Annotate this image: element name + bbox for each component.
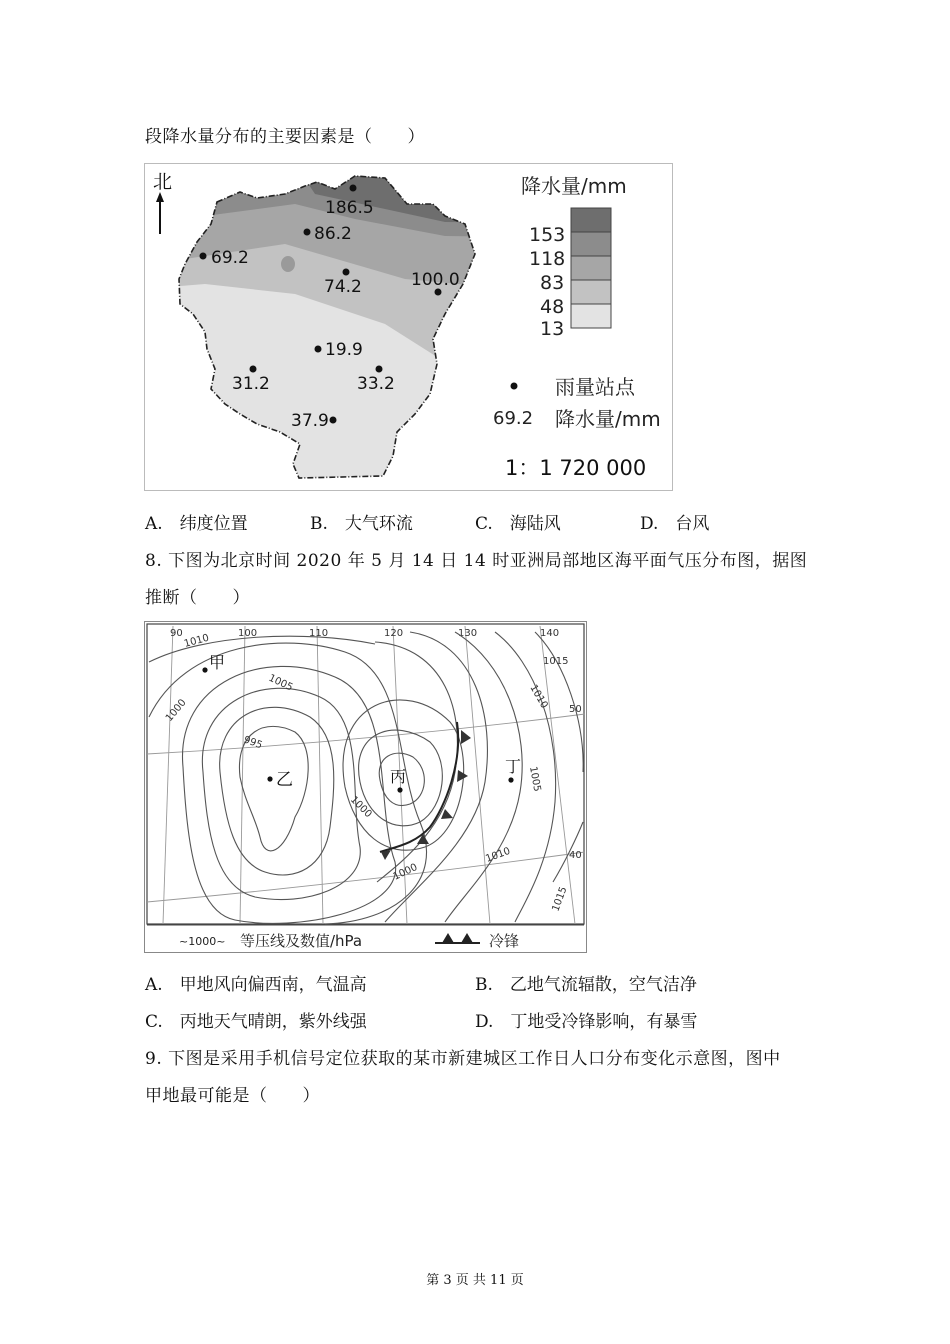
north-arrow-icon <box>156 192 164 234</box>
isobar-map <box>144 621 587 953</box>
longitude-label: 110 <box>309 628 329 639</box>
legend-level: 13 <box>540 318 565 340</box>
page-number: 第 3 页 共 11 页 <box>426 1273 524 1288</box>
latitude-label: 40 <box>569 850 582 861</box>
station-value: 186.5 <box>325 198 374 218</box>
isobar-label: 1010 <box>182 632 211 650</box>
isobar-label: 1000 <box>391 861 420 883</box>
legend-isobar-text: 等压线及数值/hPa <box>240 932 363 950</box>
legend-level: 48 <box>540 296 565 318</box>
north-label: 北 <box>153 171 173 193</box>
legend-level: 118 <box>529 248 566 270</box>
isobar-map-svg <box>145 622 586 952</box>
map-scale: 1：1 720 000 <box>505 456 647 480</box>
cold-front-symbol-icon <box>435 933 480 943</box>
question7-stem: 段降水量分布的主要因素是（ ） <box>145 127 425 147</box>
place-jia: 甲 <box>209 653 226 672</box>
longitude-label: 120 <box>384 628 404 639</box>
longitude-label: 140 <box>540 628 560 639</box>
legend-station-label: 雨量站点 <box>555 375 635 399</box>
station-value: 69.2 <box>211 248 249 268</box>
small-high-patch <box>281 256 295 272</box>
isobars <box>149 632 583 924</box>
longitude-label: 90 <box>170 628 183 639</box>
question8-stem-line1: 8. 下图为北京时间 2020 年 5 月 14 日 14 时亚洲局部地区海平面气压分布图，据图 <box>145 551 808 571</box>
q8-option-a[interactable]: A. 甲地风向偏西南，气温高 <box>145 975 367 995</box>
longitude-label: 130 <box>458 628 478 639</box>
legend-value-label: 降水量/mm <box>555 407 661 431</box>
legend-isobar-sample: ~1000~ <box>179 935 226 948</box>
legend-sample-value: 69.2 <box>493 408 534 429</box>
isobar-label: 1010 <box>484 845 512 865</box>
question8-stem-line2: 推断（ ） <box>145 588 250 608</box>
station-symbol-icon <box>511 383 518 390</box>
longitude-label: 100 <box>238 628 258 639</box>
precipitation-legend <box>493 174 661 480</box>
q7-option-d[interactable]: D. 台风 <box>640 514 710 534</box>
q8-option-c[interactable]: C. 丙地天气晴朗，紫外线强 <box>145 1012 367 1032</box>
legend-level: 83 <box>540 272 565 294</box>
cold-front <box>380 722 471 860</box>
isobar-label: 1015 <box>550 885 570 914</box>
isobar-label: 1015 <box>543 656 569 667</box>
station-value: 100.0 <box>411 270 460 290</box>
legend-title: 降水量/mm <box>521 174 627 198</box>
legend-front-text: 冷锋 <box>489 932 520 950</box>
legend-level: 153 <box>529 224 566 246</box>
isobar-label: 1010 <box>527 683 550 711</box>
precipitation-map <box>144 163 673 491</box>
isobar-label: 1005 <box>266 672 295 694</box>
place-bing: 丙 <box>390 767 407 786</box>
precipitation-map-svg <box>145 164 672 490</box>
station-value: 74.2 <box>324 277 362 297</box>
latitude-label: 50 <box>569 704 582 715</box>
q8-option-b[interactable]: B. 乙地气流辐散，空气洁净 <box>475 975 697 995</box>
isobar-label: 995 <box>241 734 264 752</box>
place-yi: 乙 <box>276 770 293 790</box>
station-value: 37.9 <box>291 411 329 431</box>
station-value: 86.2 <box>314 224 352 244</box>
isobar-label: 1000 <box>347 794 374 821</box>
isobar-label: 1005 <box>527 765 543 793</box>
q7-option-b[interactable]: B. 大气环流 <box>310 514 413 534</box>
place-ding: 丁 <box>505 757 522 776</box>
q7-option-a[interactable]: A. 纬度位置 <box>145 514 248 534</box>
question9-stem-line2: 甲地最可能是（ ） <box>145 1086 320 1106</box>
q7-option-c[interactable]: C. 海陆风 <box>475 514 561 534</box>
station-value: 19.9 <box>325 340 363 360</box>
isobar-label: 1000 <box>163 697 189 724</box>
question9-stem-line1: 9. 下图是采用手机信号定位获取的某市新建城区工作日人口分布变化示意图，图中 <box>145 1049 781 1069</box>
station-value: 33.2 <box>357 374 395 394</box>
q8-option-d[interactable]: D. 丁地受冷锋影响，有暴雪 <box>475 1012 698 1032</box>
station-value: 31.2 <box>232 374 270 394</box>
isobar-legend <box>179 932 519 950</box>
